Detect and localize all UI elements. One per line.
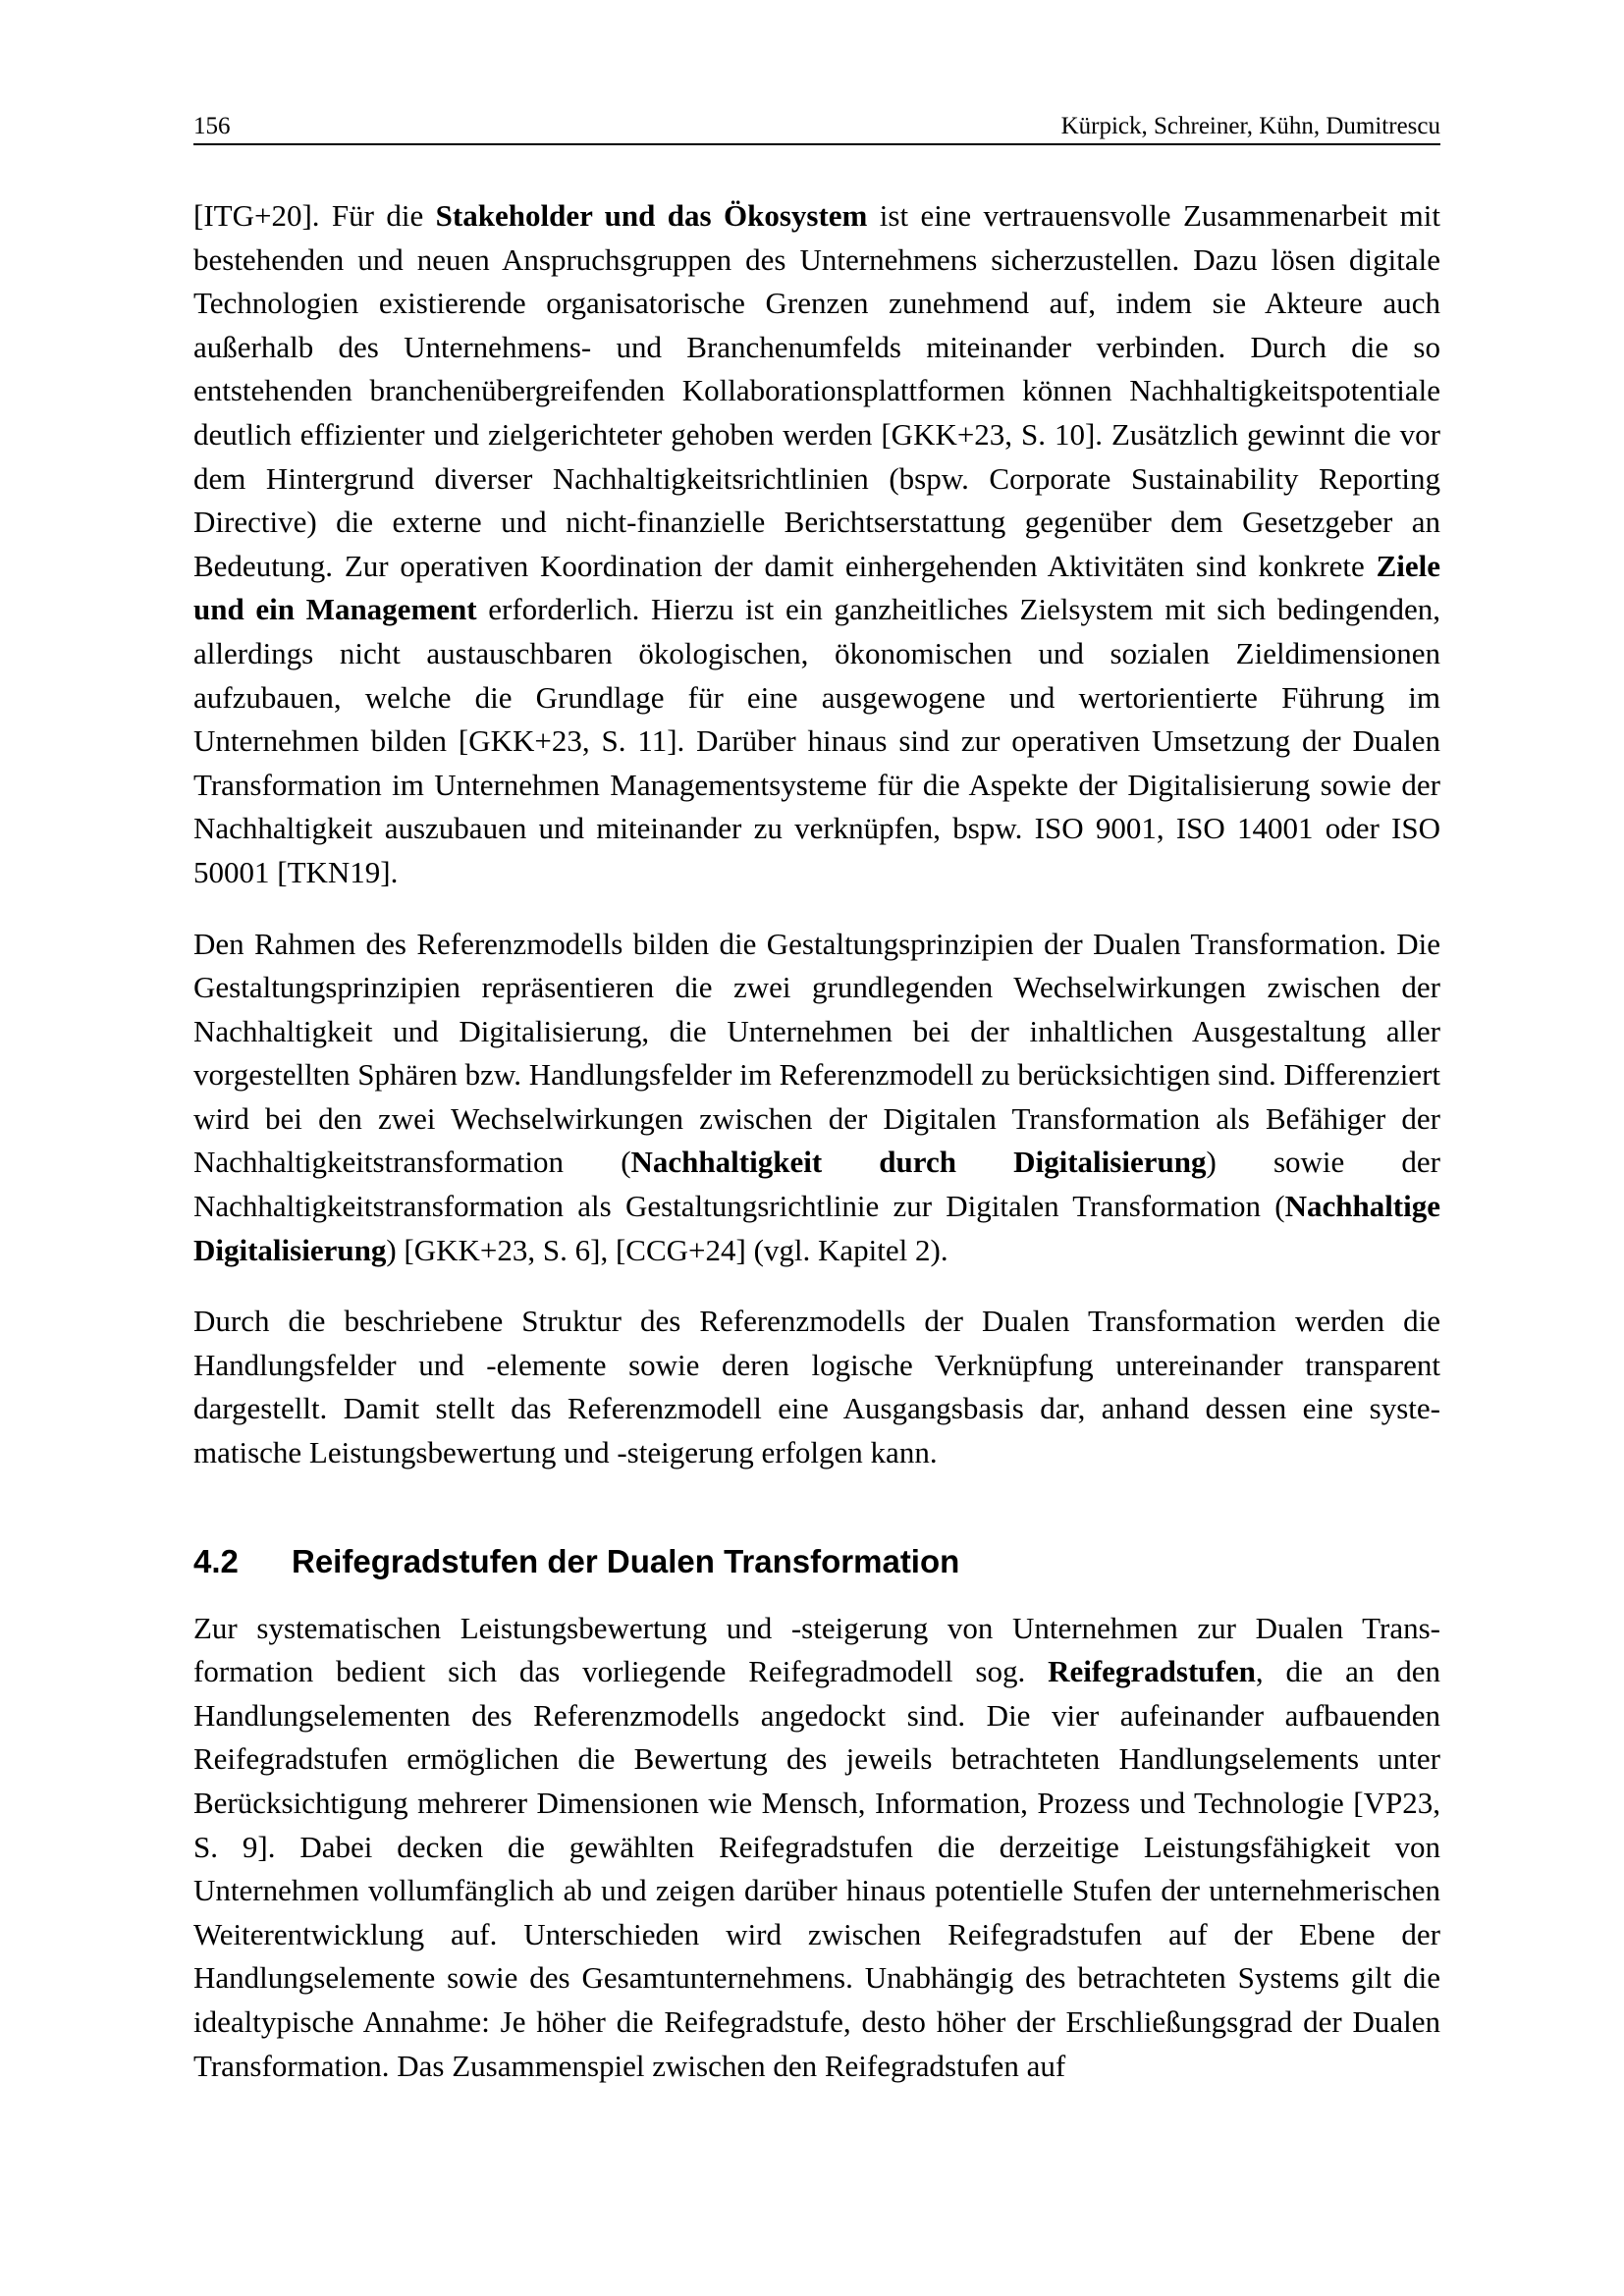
running-header <box>193 110 1440 145</box>
bold-term-reifegradstufen: Reifegradstufen <box>1048 1654 1256 1689</box>
section-title: Reifegradstufen der Dualen Transformation <box>292 1542 960 1579</box>
bold-term-ziele: Ziele und ein Management <box>193 548 1440 627</box>
paragraph-text: Den Rahmen des Referenzmodells bilden die Gestaltungsprinzipien der Dualen Transformation. Die Gestaltungsprinzipien repräsentieren die zwei grundlegenden Wechselwirkungen zwischen der Nachhaltigkeit und Digitalisierung, die Unternehmen bei der inhaltlichen Ausgestaltung aller vorgestellten Sphären bzw. Handlungsfelder im Referenzmodell zu berücksichtigen sind. Differenziert wird bei den zwei Wechselwirkungen zwischen der Digitalen Transformation als Befähiger der Nachhaltigkeitstransformation ( <box>193 926 1441 1180</box>
header-authors: Kürpick, Schreiner, Kühn, Dumitrescu <box>1060 113 1440 139</box>
bold-term-nachhaltigkeit-durch-digitalisierung: Nachhaltigkeit durch Digitalisierung <box>630 1145 1207 1180</box>
section-number: 4.2 <box>193 1542 239 1579</box>
body-text <box>193 194 1440 2115</box>
paragraph-text: ) [GKK+23, S. 6], [CCG+24] (vgl. Kapitel 2). <box>386 1232 948 1267</box>
page-number: 156 <box>193 113 231 139</box>
paragraph-reifegradstufen <box>193 1607 1440 2089</box>
paragraph-text: , die an den Handlungselementen des Referenzmodells angedockt sind. Die vier aufeinander aufbauenden Reifegradstufen ermöglichen die Bewertung des jeweils betrachteten Handlungselements unter Berücksichtigung mehrerer Dimensionen wie Mensch, Information, Prozess und Technologie [VP23, S. 9]. Dabei decken die gewählten Reifegradstufen die derzeitige Leistungsfähigkeit von Unternehmen vollumfänglich ab und zeigen darüber hinaus potentielle Stufen der unternehmerischen Weiterentwicklung auf. Unterschieden wird zwischen Reifegradstufen auf der Ebene der Handlungselemente sowie des Gesamtunternehmens. Unabhängig des betrachteten Systems gilt die idealtypische Annahme: Je höher die Reifegradstufe, desto höher der Erschließungsgrad der Dualen Transformation. Das Zusammenspiel zwischen den Reifegradstufen auf <box>193 1654 1441 2083</box>
paragraph-stakeholder <box>193 194 1440 895</box>
paragraph-text: ist eine vertrauensvolle Zusammenarbeit mit bestehenden und neuen Anspruchsgruppen des Unternehmens sicherzustellen. Dazu lösen digitale Technologien existierende organisatorische Grenzen zunehmend auf, indem sie Akteure auch außerhalb des Unternehmens- und Branchenumfelds miteinander verbinden. Durch die so entstehenden branchenübergreifenden Kollaborationsplattformen können Nachhaltigkeitspotentiale deutlich effizienter und zielgerichteter gehoben werden [GKK+23, S. 10]. Zusätzlich gewinnt die vor dem Hintergrund diverser Nachhaltigkeitsrichtlinien (bspw. Corporate Sustainability Reporting Directive) die externe und nicht-finanzielle Berichtserstattung gegenüber dem Gesetzgeber an Bedeutung. Zur operativen Koordination der damit einhergehenden Aktivitäten sind konkrete <box>193 198 1440 583</box>
paragraph-text: erforderlich. Hierzu ist ein ganzheitliches Zielsystem mit sich bedingenden, allerdings nicht austauschbaren ökologischen, ökonomischen und sozialen Zieldimensionen aufzubauen, welche die Grundlage für eine ausgewogene und wertorientierte Führung im Unternehmen bilden [GKK+23, S. 11]. Darüber hinaus sind zur operativen Umsetzung der Dualen Transformation im Unternehmen Managementsysteme für die Aspekte der Digitalisierung sowie der Nachhaltigkeit auszubauen und miteinander zu verknüpfen, bspw. ISO 9001, ISO 14001 oder ISO 50001 [TKN19]. <box>193 592 1440 889</box>
paragraph-gestaltungsprinzipien <box>193 923 1440 1273</box>
paragraph-text: ) sowie der Nachhaltigkeitstransformation als Gestaltungsrichtlinie zur Digitalen Transformation ( <box>193 1145 1440 1224</box>
bold-term-nachhaltige-digitalisierung: Nachhaltige Digitalisierung <box>193 1189 1440 1267</box>
paragraph-struktur <box>193 1300 1440 1474</box>
paragraph-text: [ITG+20]. Für die <box>193 198 436 233</box>
bold-term-stakeholder: Stakeholder und das Ökosystem <box>435 198 868 233</box>
paragraph-text: Zur systematischen Leistungsbewertung und -steigerung von Unternehmen zur Dualen Transformation bedient sich das vorliegende Reifegradmodell sog. <box>193 1610 1440 1689</box>
paragraph-text: Durch die beschriebene Struktur des Referenzmodells der Dualen Transformation werden die Handlungsfelder und -elemente sowie deren logische Verknüpfung untereinander transparent dargestellt. Damit stellt das Referenzmodell eine Ausgangsbasis dar, anhand dessen eine systematische Leistungsbewertung und -steigerung erfolgen kann. <box>193 1304 1440 1470</box>
section-heading <box>193 1534 1440 1589</box>
